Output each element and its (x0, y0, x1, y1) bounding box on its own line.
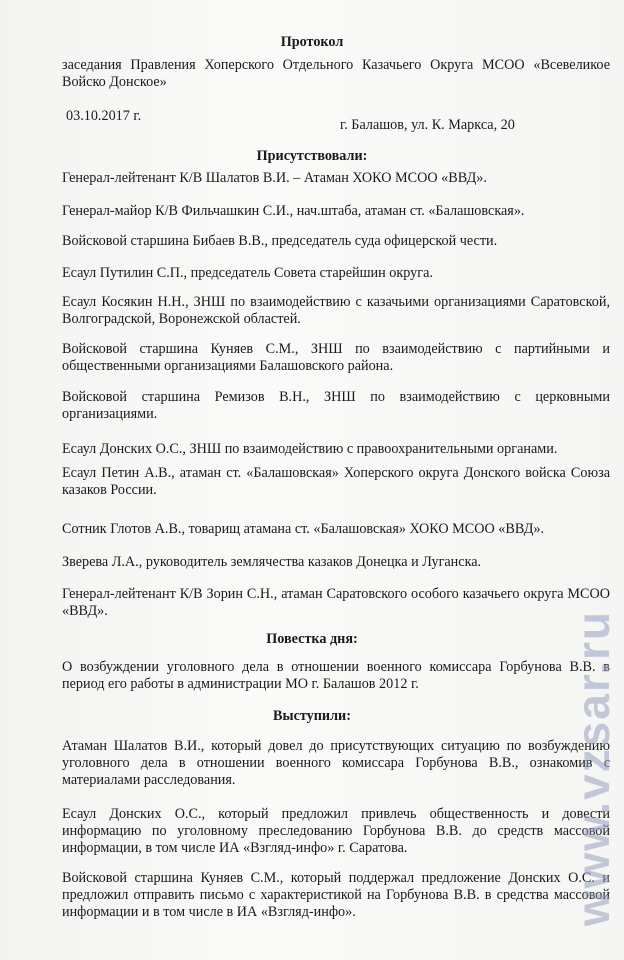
attendee-entry (62, 586, 610, 620)
document-date: 03.10.2017 г. (66, 108, 142, 124)
document-title: Протокол (280, 34, 344, 50)
subtitle-line: заседания Правления Хоперского Отдельного Казачьего Округа МСОО «Всевеликое (62, 57, 610, 73)
attendee-entry (62, 265, 610, 282)
speaker-entry-line: информации, в том числе ИА «Взгляд-инфо» г. Саратова. (62, 840, 408, 856)
attendee-entry-line: организациями. (62, 406, 158, 422)
attendee-entry-line: Есаул Путилин С.П., председатель Совета старейшин округа. (62, 265, 433, 281)
speaker-entry-line: Войсковой старшина Куняев С.М., который поддержал предложение Донских О.С. и (62, 870, 610, 886)
speaker-entry-line: материалами расследования. (62, 772, 236, 788)
attendee-entry-line: Есаул Петин А.В., атаман ст. «Балашовская» Хоперского округа Донского войска Союза (62, 465, 610, 481)
attendee-entry (62, 441, 610, 458)
attendee-entry-line: Зверева Л.А., руководитель землячества казаков Донецка и Луганска. (62, 554, 482, 570)
speaker-entry (62, 738, 610, 789)
speaker-entry-line: уголовного дела в отношении военного комиссара Горбунова В.В., ознакомив с (62, 755, 610, 771)
attendee-entry-line: Войсковой старшина Бибаев В.В., председатель суда офицерской чести. (62, 233, 498, 249)
attendee-entry-line: Генерал-майор К/В Фильчашкин С.И., нач.штаба, атаман ст. «Балашовская». (62, 203, 525, 219)
speaker-entry (62, 806, 610, 857)
agenda-line: период его работы в администрации МО г. Балашов 2012 г. (62, 676, 419, 692)
subtitle-line: Войско Донское» (62, 74, 167, 90)
attendee-entry-line: Сотник Глотов А.В., товарищ атамана ст. «Балашовская» ХОКО МСОО «ВВД». (62, 521, 545, 537)
speaker-entry-line: информации и в том числе в ИА «Взгляд-инфо». (62, 904, 356, 920)
attendee-entry (62, 294, 610, 328)
attendee-entry (62, 521, 610, 538)
attendee-entry-line: казаков России. (62, 482, 157, 498)
attendee-entry-line: Есаул Косякин Н.Н., ЗНШ по взаимодействию с казачьими организациями Саратовской, (62, 294, 610, 310)
document-place: г. Балашов, ул. К. Маркса, 20 (340, 117, 515, 133)
attendee-entry-line: «ВВД». (62, 603, 108, 619)
attendee-entry-line: Есаул Донских О.С., ЗНШ по взаимодействию с правоохранительными органами. (62, 441, 558, 457)
attendee-entry (62, 465, 610, 499)
speakers-heading: Выступили: (273, 708, 351, 724)
document-subtitle (62, 57, 610, 91)
attendee-entry-line: Генерал-лейтенант К/В Зорин С.Н., атаман Саратовского особого казачьего округа МСОО (62, 586, 610, 602)
speaker-entry-line: информацию по уголовному преследованию Горбунова В.В. до средств массовой (62, 823, 610, 839)
attendee-entry (62, 554, 610, 571)
attendee-entry (62, 389, 610, 423)
agenda-text (62, 659, 610, 693)
present-heading: Присутствовали: (256, 148, 368, 164)
attendee-entry (62, 203, 610, 220)
speaker-entry (62, 870, 610, 921)
attendee-entry (62, 170, 610, 187)
speaker-entry-line: Есаул Донских О.С., который предложил привлечь общественность и довести (62, 806, 610, 822)
agenda-line: О возбуждении уголовного дела в отношении военного комиссара Горбунова В.В. в (62, 659, 610, 675)
attendee-entry-line: Войсковой старшина Куняев С.М., ЗНШ по взаимодействию с партийными и (62, 341, 610, 357)
attendee-entry-line: Войсковой старшина Ремизов В.Н., ЗНШ по взаимодействию с церковными (62, 389, 610, 405)
attendee-entry (62, 233, 610, 250)
attendee-entry-line: Генерал-лейтенант К/В Шалатов В.И. – Атаман ХОКО МСОО «ВВД». (62, 170, 487, 186)
speaker-entry-line: предложил отправить письмо с характеристикой на Горбунова В.В. в средства массовой (62, 887, 610, 903)
watermark: www.vzsar.ru (567, 610, 619, 927)
agenda-heading: Повестка дня: (266, 631, 358, 647)
attendee-entry-line: Волгоградской, Воронежской областей. (62, 311, 301, 327)
attendee-entry-line: общественными организациями Балашовского района. (62, 358, 394, 374)
speaker-entry-line: Атаман Шалатов В.И., который довел до присутствующих ситуацию по возбуждению (62, 738, 610, 754)
attendee-entry (62, 341, 610, 375)
